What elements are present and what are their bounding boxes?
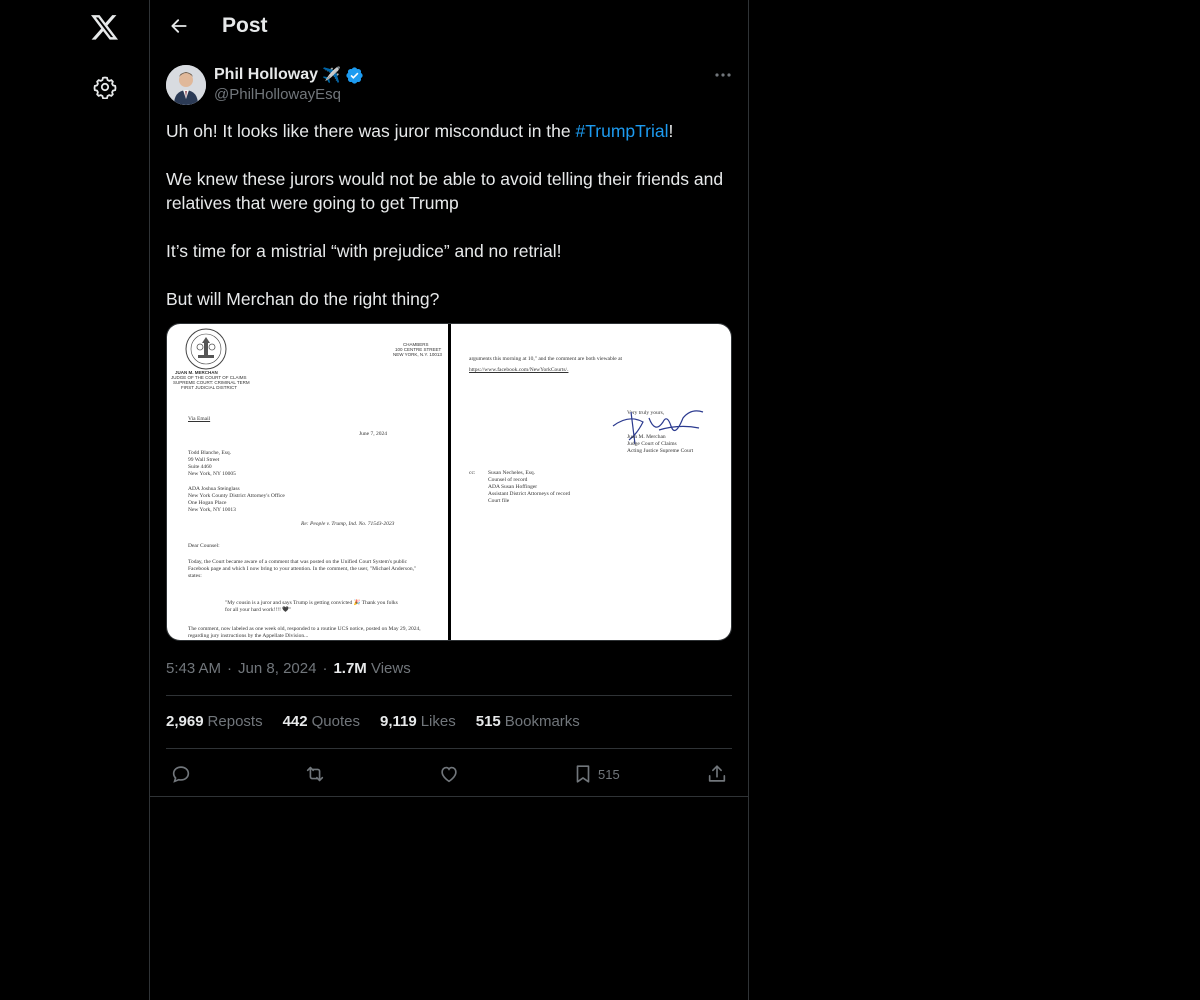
letter-address-line: 99 Wall Street <box>188 457 220 463</box>
post-media <box>166 323 732 641</box>
letter-judge-title: JUDGE OF THE COURT OF CLAIMS <box>171 375 247 380</box>
page-header <box>150 0 749 53</box>
letter-address-line: One Hogan Place <box>188 500 227 506</box>
letter-district: FIRST JUDICIAL DISTRICT <box>181 385 238 390</box>
letter-chambers-3: NEW YORK, N.Y. 10013 <box>393 352 442 357</box>
reposts-stat[interactable] <box>166 713 263 730</box>
verified-badge-icon <box>345 66 364 85</box>
letter-cc-line: ADA Susan Hoffinger <box>488 484 538 490</box>
letter-page-1-image[interactable] <box>167 324 448 640</box>
reposts-label: Reposts <box>207 713 263 730</box>
divider <box>166 748 732 749</box>
quotes-count: 442 <box>282 713 308 730</box>
likes-count: 9,119 <box>379 713 417 730</box>
letter-cc-line: Counsel of record <box>488 477 528 483</box>
letter-page-2-image[interactable] <box>451 324 731 640</box>
letter-body-2: The comment, now labeled as one week old, responded to a routine UCS notice, posted on May 29, 2024, regarding jury instructions by the Appellate Division... <box>188 626 421 639</box>
gear-icon[interactable] <box>85 67 125 107</box>
letter-date: June 7, 2024 <box>359 431 387 437</box>
letter-closing: Very truly yours, <box>627 410 665 416</box>
likes-stat[interactable] <box>380 713 456 730</box>
letter-address-line: ADA Joshua Steinglass <box>188 486 240 492</box>
x-logo-icon[interactable] <box>85 8 125 48</box>
letter-court: SUPREME COURT: CRIMINAL TERM <box>173 380 250 385</box>
post-paragraph-2: We knew these jurors would not be able to avoid telling their friends and relatives that were going to get Trump <box>166 169 724 213</box>
more-dots-icon <box>714 72 732 78</box>
letter-address-line: New York, NY 10005 <box>188 471 236 477</box>
post-meta <box>166 660 411 677</box>
arrow-left-icon <box>169 16 189 36</box>
divider <box>166 695 732 696</box>
letter-p2-line1: arguments this morning at 10," and the comment are both viewable at <box>469 356 623 362</box>
letter-re-line: Re: People v. Trump, Ind. No. 71543-2023 <box>301 521 395 527</box>
quotes-stat[interactable] <box>283 713 360 730</box>
letter-p2-link: https://www.facebook.com/NewYorkCourts/. <box>469 367 569 373</box>
divider <box>150 796 749 797</box>
avatar[interactable] <box>166 65 206 105</box>
post-text <box>166 119 732 311</box>
reposts-count: 2,969 <box>166 713 204 730</box>
bookmarks-count: 515 <box>475 713 501 730</box>
letter-quote: "My cousin is a juror and says Trump is getting convicted 🎉 Thank you folks for all your hard work!!!! 🖤" <box>225 600 398 613</box>
post-author <box>166 65 734 109</box>
bookmark-icon <box>572 763 594 785</box>
views-label: Views <box>370 660 411 677</box>
bookmarks-label: Bookmarks <box>504 713 580 730</box>
back-button[interactable] <box>162 9 196 43</box>
letter-cc-line: Assistant District Attorneys of record <box>488 491 571 497</box>
like-button[interactable] <box>438 760 460 788</box>
court-seal-icon <box>184 327 228 371</box>
letter-body-1: Today, the Court became aware of a comment that was posted on the Unified Court System's public Facebook page and which I now bring to your attention. In the comment, the user, "Michael Anderson," states: <box>188 559 417 579</box>
bookmark-button[interactable] <box>572 760 620 788</box>
post-paragraph-1: Uh oh! It looks like there was juror misconduct in the #TrumpTrial! <box>166 121 674 141</box>
letter-chambers-2: 100 CENTRE STREET <box>395 347 442 352</box>
reply-icon <box>170 763 192 785</box>
letter-address-line: New York County District Attorney's Office <box>188 493 285 499</box>
share-button[interactable] <box>706 760 728 788</box>
letter-address-line: Suite 4460 <box>188 464 212 470</box>
author-handle[interactable]: @PhilHollowayEsq <box>214 86 341 103</box>
likes-label: Likes <box>420 713 456 730</box>
bookmarks-stat[interactable] <box>476 713 580 730</box>
more-options-button[interactable] <box>712 65 734 85</box>
author-name-row <box>214 65 364 85</box>
letter-salutation: Dear Counsel: <box>188 543 220 549</box>
post-time[interactable]: 5:43 AM <box>166 660 222 677</box>
letter-sig-title-2: Acting Justice Supreme Court <box>627 448 694 454</box>
letter-address-line: Todd Blanche, Esq. <box>188 450 231 456</box>
reply-button[interactable] <box>170 760 192 788</box>
post-paragraph-3: It’s time for a mistrial “with prejudice” and no retrial! <box>166 241 562 261</box>
letter-address-line: New York, NY 10013 <box>188 507 236 513</box>
post-paragraph-4: But will Merchan do the right thing? <box>166 289 440 309</box>
post-action-bar <box>166 760 732 788</box>
meta-separator: · <box>227 660 233 677</box>
letter-sig-title-1: Judge Court of Claims <box>627 441 677 447</box>
hashtag-link[interactable]: #TrumpTrial <box>575 121 669 141</box>
letter-judge-name: JUAN M. MERCHAN <box>175 370 218 375</box>
letter-sig-name: Juan M. Merchan <box>627 434 666 440</box>
letter-cc-line: Susan Necheles, Esq. <box>488 470 536 476</box>
letter-chambers-1: CHAMBERS <box>403 342 429 347</box>
meta-separator: · <box>322 660 328 677</box>
author-display-name[interactable]: Phil Holloway <box>214 66 319 83</box>
left-nav-rail <box>0 0 150 1000</box>
page-title: Post <box>222 14 268 37</box>
post-date[interactable]: Jun 8, 2024 <box>238 660 317 677</box>
letter-cc-label: cc: <box>469 470 476 476</box>
views-count: 1.7M <box>333 660 367 677</box>
letter-via-email: Via Email <box>188 416 211 422</box>
post-stats <box>166 713 580 730</box>
repost-icon <box>304 763 326 785</box>
bookmark-count: 515 <box>598 766 620 782</box>
letter-cc-line: Court file <box>488 498 510 504</box>
quotes-label: Quotes <box>311 713 360 730</box>
airplane-emoji: ✈️ <box>322 67 341 84</box>
post-column <box>149 0 749 1000</box>
share-icon <box>706 763 728 785</box>
repost-button[interactable] <box>304 760 326 788</box>
heart-icon <box>438 763 460 785</box>
